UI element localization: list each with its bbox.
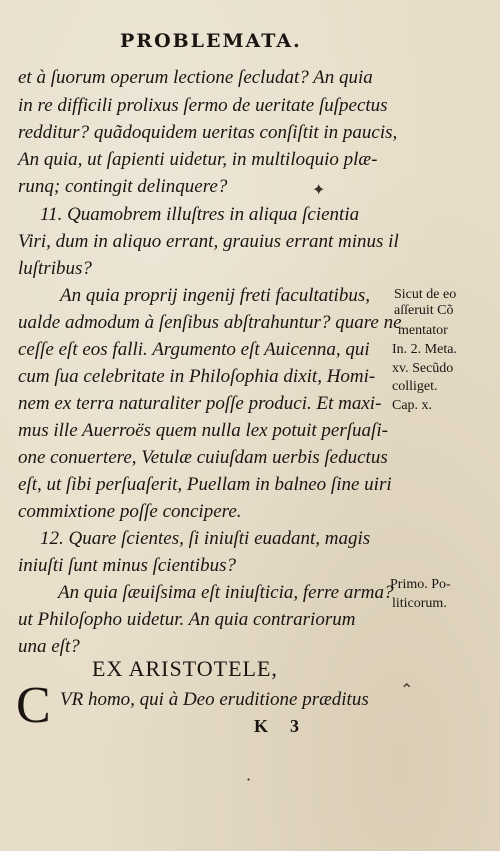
margin-note: colliget.	[392, 379, 438, 394]
margin-note: Sicut de eo	[394, 287, 457, 302]
text-line: nem ex terra naturaliter poſſe produci. Et maxi-	[18, 393, 382, 414]
text-line: ut Philoſopho uidetur. An quia contrariorum	[18, 609, 356, 630]
text-line: An quia ſæuiſsima eſt iniuſticia, ferre arma?	[58, 582, 394, 603]
margin-note: In. 2. Meta.	[392, 342, 457, 357]
question-12-heading: 12. Quare ſcientes, ſi iniuſti euadant, magis	[40, 528, 371, 549]
question-11-heading: 11. Quamobrem illuſtres in aliqua ſcientia	[40, 204, 360, 225]
text-line: An quia, ut ſapienti uidetur, in multiloquio plæ-	[18, 149, 378, 170]
running-head: PROBLEMATA.	[120, 30, 302, 52]
signature-letter: K	[254, 716, 269, 736]
text-line: An quia proprij ingenij freti facultatibus,	[60, 285, 370, 306]
text-line: et à ſuorum operum lectione ſecludat? An quia	[18, 67, 373, 88]
text-line: una eſt?	[18, 636, 80, 657]
ink-mark: ·	[246, 770, 252, 789]
text-line: runq; contingit delinquere?	[18, 176, 228, 197]
margin-note: xv. Secũdo	[392, 361, 454, 376]
ink-mark: ⌃	[400, 680, 414, 699]
text-line: cum ſua celebritate in Philoſophia dixit, Homi-	[18, 366, 376, 387]
margin-note: mentator	[398, 323, 448, 338]
signature-number: 3	[290, 716, 299, 736]
text-line: mus ille Auerroës quem nulla lex potuit perſuaſi-	[18, 420, 388, 441]
ink-mark: ✦	[312, 180, 326, 199]
text-line: one conuertere, Vetulæ cuiuſdam uerbis ſeductus	[18, 447, 388, 468]
text-line: Viri, dum in aliquo errant, grauius errant minus il	[18, 231, 399, 252]
text-line: VR homo, qui à Deo eruditione præditus	[60, 689, 369, 710]
section-heading: EX ARISTOTELE,	[92, 656, 278, 681]
drop-capital: C	[16, 677, 51, 734]
text-line: eſt, ut ſibi perſuaſerit, Puellam in balneo ſine uiri	[18, 474, 392, 495]
text-line: iniuſti ſunt minus ſcientibus?	[18, 555, 236, 576]
margin-note: Cap. x.	[392, 398, 433, 413]
margin-note: aſſeruit Cõ	[394, 303, 454, 318]
text-line: ceſſe eſt eos falli. Argumento eſt Auicenna, qui	[18, 339, 370, 360]
margin-note: Primo. Po-	[390, 577, 451, 592]
text-line: redditur? quãdoquidem ueritas conſiſtit in paucis,	[18, 122, 398, 143]
text-line: in re difficili prolixus ſermo de ueritate ſuſpectus	[18, 95, 388, 116]
text-line: ualde admodum à ſenſibus abſtrahuntur? quare ne	[18, 312, 402, 333]
margin-note: liticorum.	[392, 596, 447, 611]
text-line: commixtione poſſe concipere.	[18, 501, 242, 522]
text-line: luſtribus?	[18, 258, 92, 279]
